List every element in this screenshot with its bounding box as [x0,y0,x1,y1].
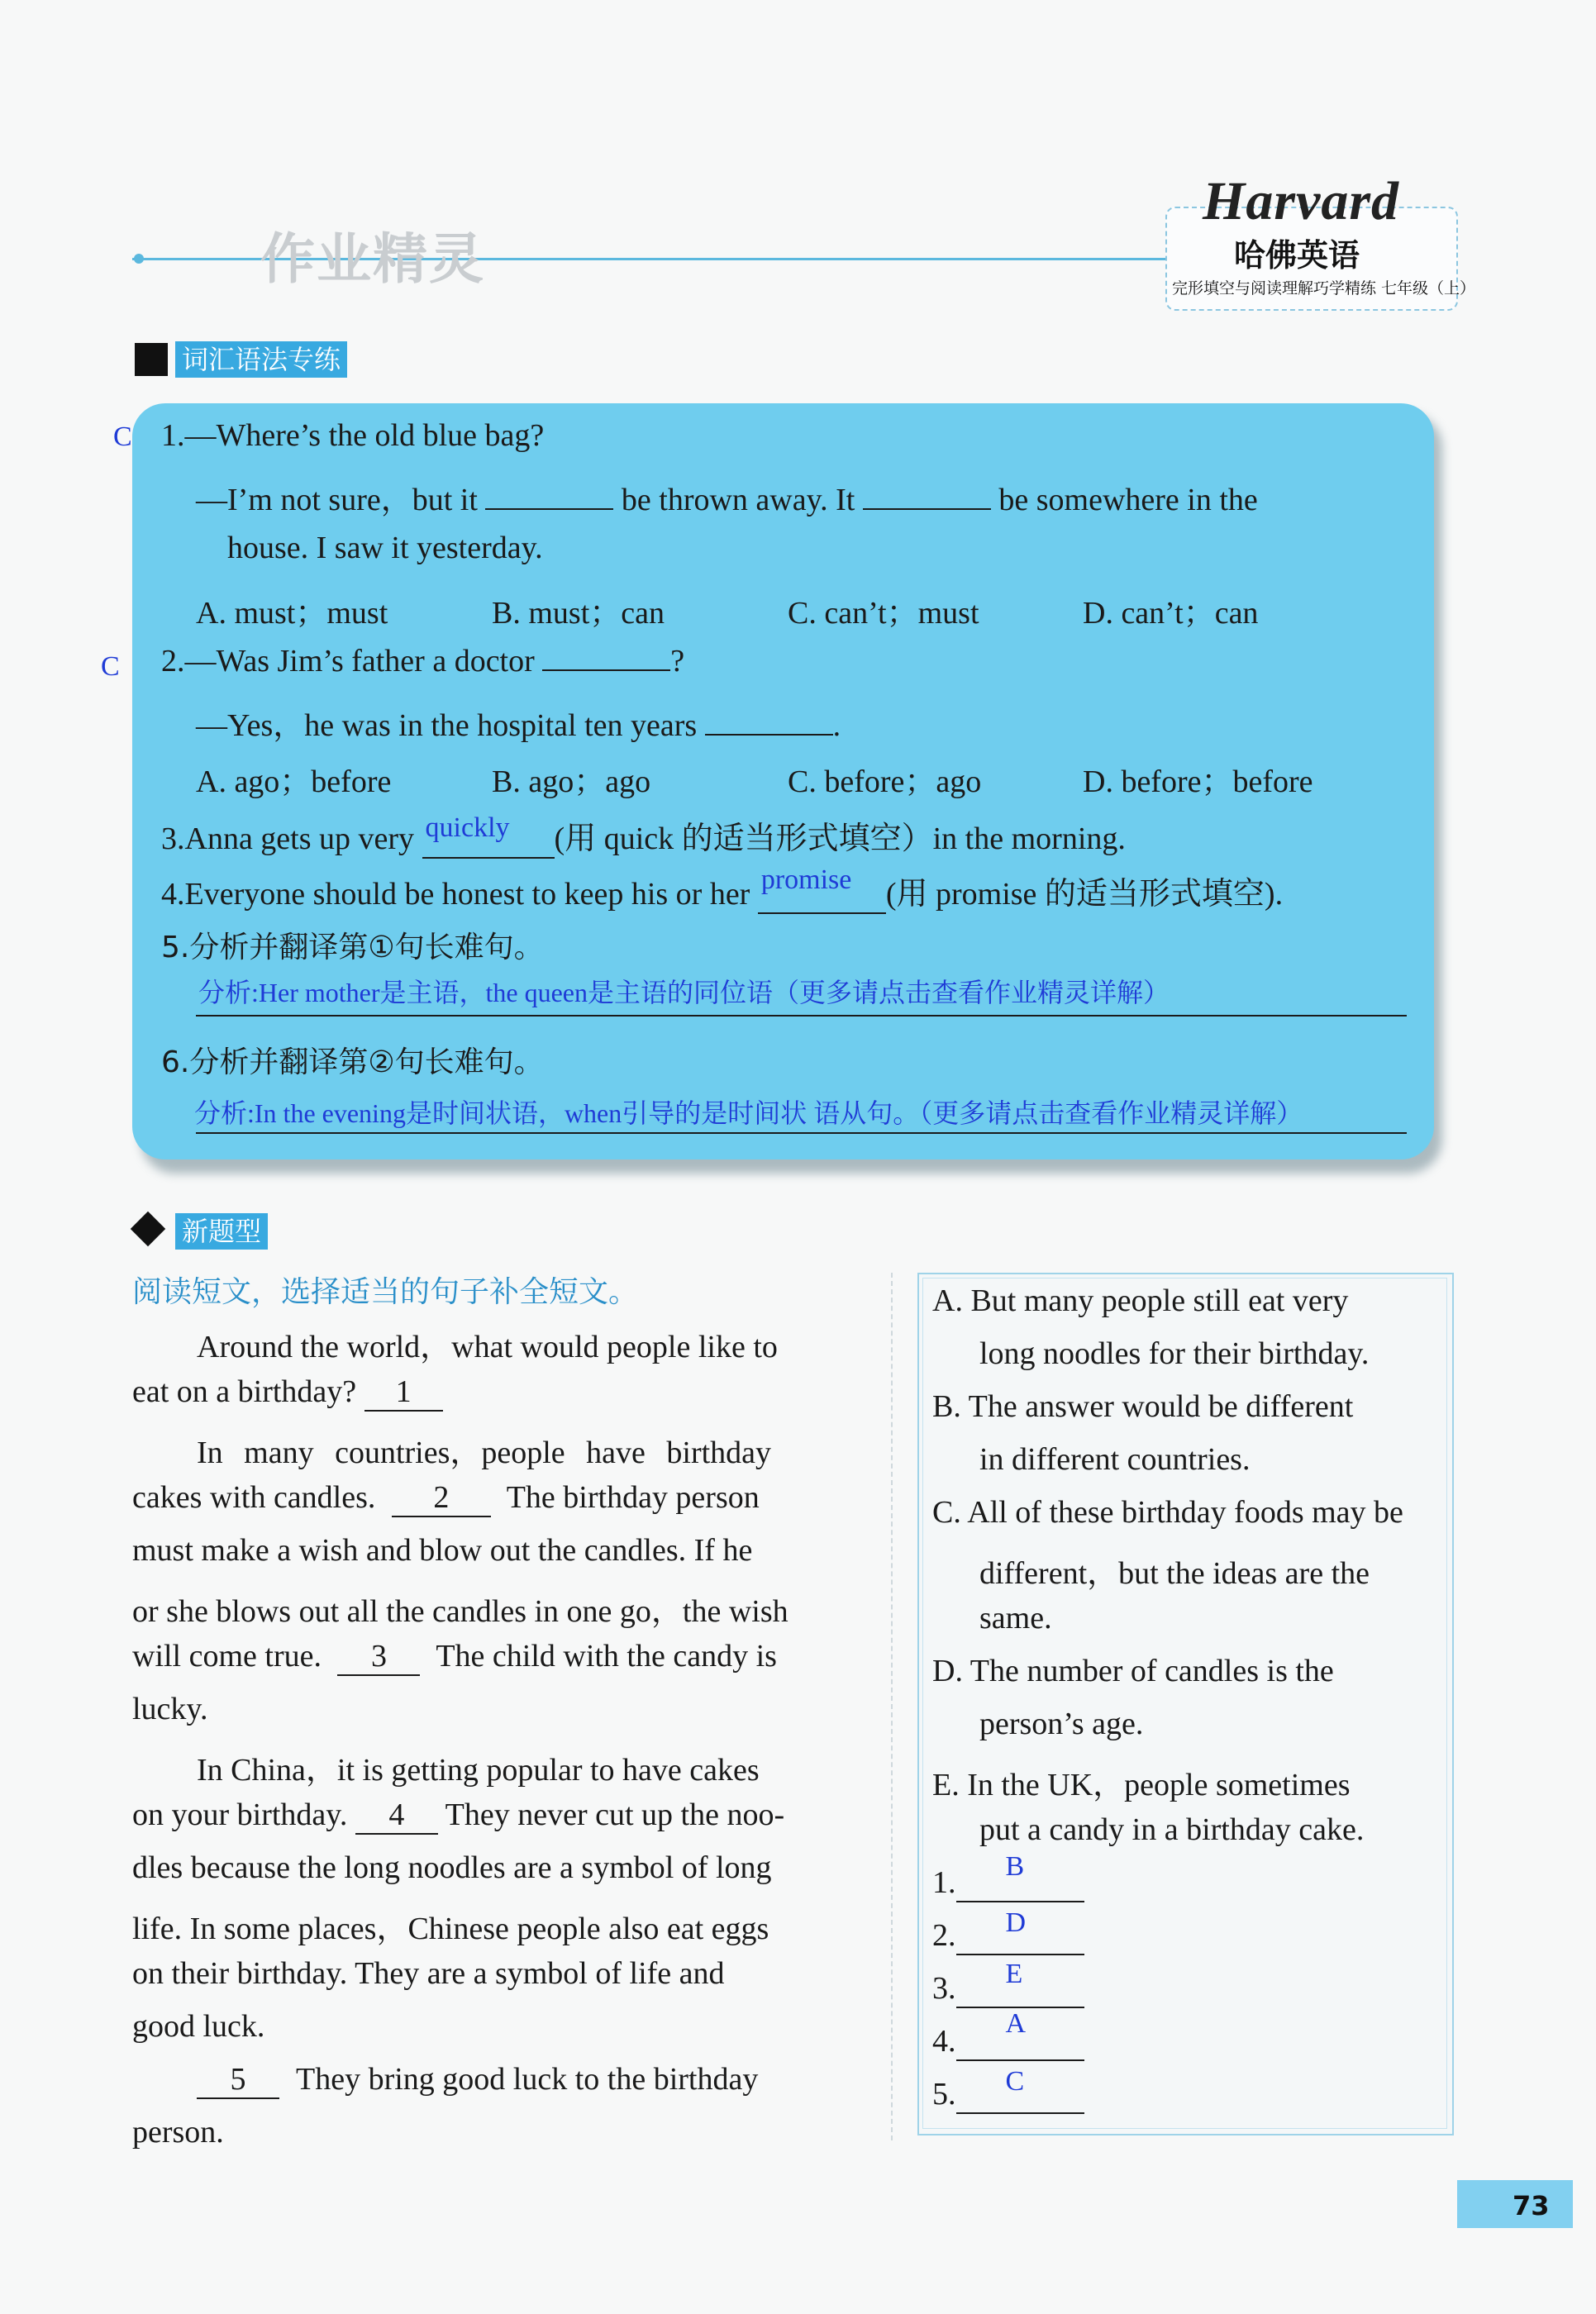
passage-p3g: good luck. [132,2009,265,2044]
q6-answer: 分析:In the evening是时间状语，when引导的是时间状 语从句。（更多请点击查看作业精灵详解） [194,1098,1303,1128]
passage-p2a: In many countries，people have birthday [197,1436,772,1470]
answer-3: E [1005,1959,1023,1989]
q2-line2: —Yes，he was in the hospital ten years . [196,708,841,743]
q3-blank [422,812,555,859]
passage-p3f: on their birthday. They are a symbol of life and [132,1956,725,1991]
section-title-new: 新题型 [175,1213,268,1250]
q4-blank [758,864,886,914]
passage-p2d: must make a wish and blow out the candles. If he [132,1533,753,1568]
q2-answer-mark: C [101,651,120,682]
passage-blank-2: 2 [392,1479,491,1517]
q1-option-c: C. can’t；must [788,596,979,631]
header-rule-dot [134,254,144,264]
diamond-bullet-icon [131,1212,165,1246]
q2-option-b: B. ago；ago [492,764,651,799]
option-d-line2: person’s age. [979,1707,1144,1741]
passage-blank-4: 4 [355,1797,438,1835]
q4-answer: promise [760,864,852,895]
option-b-line2: in different countries. [979,1442,1251,1477]
page-number: 73 [1513,2190,1550,2221]
option-c-line2: different，but the ideas are the [979,1556,1370,1591]
q1-blank-1 [485,483,613,510]
q5-answer: 分析:Her mother是主语，the queen是主语的同位语（更多请点击查看作业精灵详解） [198,978,1170,1007]
option-e-line1: E. In the UK，people sometimes [932,1768,1351,1802]
logo-subtitle: 完形填空与阅读理解巧学精练 七年级（上） [1172,279,1476,298]
option-a-line2: long noodles for their birthday. [979,1336,1370,1371]
answer-1: B [1005,1851,1025,1882]
passage-p1a: Around the world，what would people like to [197,1330,778,1364]
option-a-line1: A. But many people still eat very [932,1283,1349,1318]
passage-p2e: or she blows out all the candles in one go，the wish [132,1594,788,1629]
section-title-vocab: 词汇语法专练 [175,341,347,378]
option-c-line3: same. [979,1601,1052,1636]
passage-blank-1: 1 [364,1374,443,1412]
passage-p4b: person. [132,2115,224,2150]
instruction: 阅读短文，选择适当的句子补全短文。 [132,1275,639,1309]
q1-line1: 1.—Where’s the old blue bag? [161,418,545,453]
answer-row-5: 5. C [932,2076,1084,2114]
q1-blank-2 [863,483,991,510]
passage-blank-5: 5 [197,2061,279,2099]
q1-option-b: B. must；can [492,596,665,631]
q2-blank-1 [542,645,670,671]
option-b-line1: B. The answer would be different [932,1389,1354,1424]
q2-line1: 2.—Was Jim’s father a doctor ? [161,644,685,678]
option-d-line1: D. The number of candles is the [932,1654,1334,1688]
option-e-line2: put a candy in a birthday cake. [979,1812,1365,1847]
passage-p2b: cakes with candles. 2 The birthday person [132,1479,760,1517]
square-bullet-icon [135,343,168,376]
answer-2: D [1005,1907,1027,1938]
answer-5: C [1005,2066,1025,2097]
q1-line2: —I’m not sure，but it be thrown away. It be somewhere in the [196,483,1258,517]
watermark: 作业精灵 [260,227,485,291]
passage-p3a: In China，it is getting popular to have cakes [197,1753,760,1788]
answer-row-3: 3. E [932,1970,1084,2008]
answer-4: A [1005,2008,1027,2039]
q2-blank-2 [705,709,833,736]
option-c-line1: C. All of these birthday foods may be [932,1495,1403,1530]
q1-line3: house. I saw it yesterday. [227,531,543,565]
column-divider [891,1273,893,2140]
passage-p3e: life. In some places，Chinese people also eat eggs [132,1912,769,1946]
q2-option-a: A. ago；before [196,764,392,799]
q4-line: 4.Everyone should be honest to keep his or her promise (用 promise 的适当形式填空). [161,868,1283,914]
passage-p4a: 5 They bring good luck to the birthday [197,2061,758,2099]
q1-option-d: D. can’t；can [1083,596,1259,631]
q6-prompt: 6.分析并翻译第②句长难句。 [161,1045,544,1079]
passage-p3d: dles because the long noodles are a symbol of long [132,1850,772,1885]
passage-blank-3: 3 [337,1638,420,1676]
q3-line: 3.Anna gets up very quickly (用 quick 的适当形式填空）in the morning. [161,812,1126,859]
q1-option-a: A. must；must [196,596,388,631]
answer-row-2: 2. D [932,1917,1084,1955]
answer-row-4: 4. A [932,2023,1084,2061]
q5-answer-line [196,1015,1407,1017]
answer-row-1: 1. B [932,1864,1084,1902]
passage-p2h: lucky. [132,1692,208,1726]
passage-p2f: will come true. 3 The child with the candy is [132,1638,777,1676]
q1-answer-mark: C [113,421,132,452]
q3-answer: quickly [425,812,510,843]
passage-p3b: on your birthday. 4 They never cut up the noo- [132,1797,784,1835]
passage-p1b: eat on a birthday? 1 [132,1374,443,1412]
logo-chinese: 哈佛英语 [1234,237,1360,274]
q6-answer-line [196,1132,1407,1134]
q2-option-c: C. before；ago [788,764,982,799]
q2-option-d: D. before；before [1083,764,1313,799]
logo-english: Harvard [1203,171,1399,231]
q5-prompt: 5.分析并翻译第①句长难句。 [161,931,544,964]
